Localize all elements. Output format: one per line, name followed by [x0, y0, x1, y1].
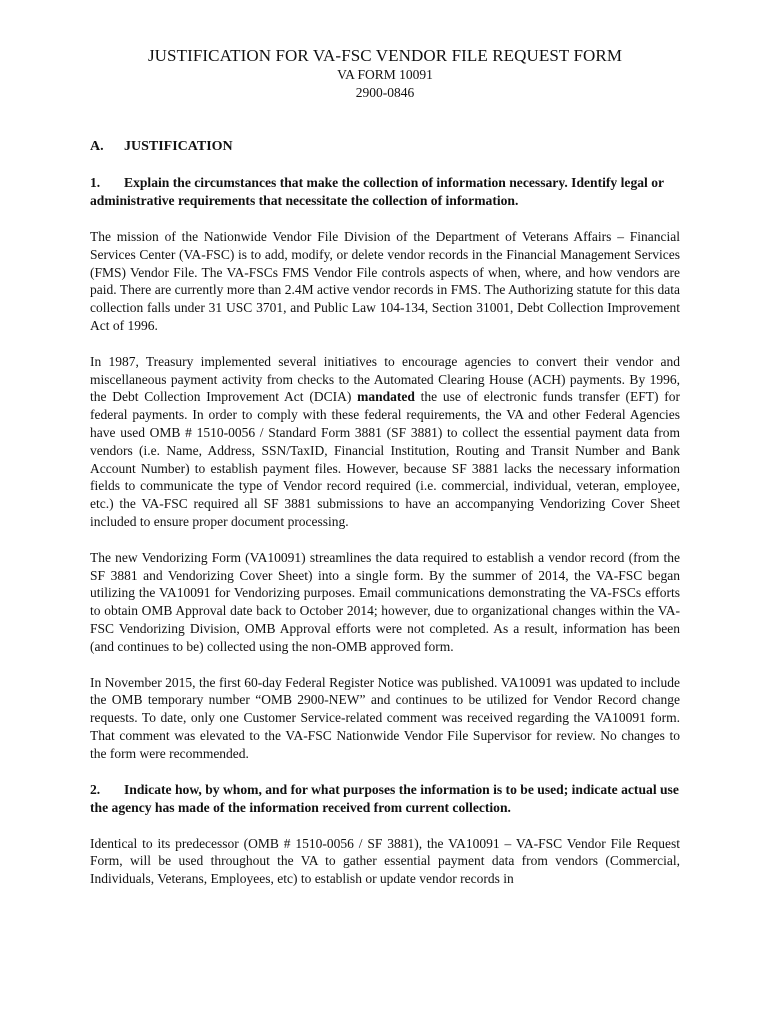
document-title: JUSTIFICATION FOR VA-FSC VENDOR FILE REQUEST FORM	[147, 46, 623, 65]
paragraph-federal-register: In November 2015, the first 60-day Federal Register Notice was published. VA10091 was updated to include the OMB temporary number “OMB 2900-NEW” and continues to be utilized for Vendor Record change requests. To date, only one Customer Service-related comment was received regarding the VA10091 form. That comment was elevated to the VA-FSC Nationwide Vendor File Supervisor for review. No changes to the form were recommended.	[90, 674, 680, 761]
question-2-text: Indicate how, by whom, and for what purposes the information is to be used; indicate actual use the agency has made of the information received from current collection.	[90, 781, 679, 815]
question-2-number: 2.	[90, 781, 101, 797]
document-page	[90, 46, 680, 906]
form-number: VA FORM 10091	[337, 67, 433, 82]
paragraph-new-form: The new Vendorizing Form (VA10091) streamlines the data required to establish a vendor record (from the SF 3881 and Vendorizing Cover Sheet) into a single form. By the summer of 2014, the VA-FSC began utilizing the VA10091 for Vendorizing purposes. Email communications demonstrating the VA-FSCs efforts to obtain OMB Approval date back to October 2014; however, due to organizational changes within the VA-FSC Vendorizing Division, OMB Approval efforts were not completed. As a result, information has been (and continues to be) collected using the non-OMB approved form.	[90, 549, 680, 654]
paragraph-usage: Identical to its predecessor (OMB # 1510-0056 / SF 3881), the VA10091 – VA-FSC Vendor File Request Form, will be used throughout the VA to gather essential payment data from vendors (Commercial, Individuals, Veterans, Employees, etc) to establish or update vendor records in	[90, 835, 680, 887]
document-header	[90, 46, 680, 102]
question-1	[90, 174, 680, 210]
question-1-text: Explain the circumstances that make the collection of information necessary. Identify legal or administrative requirements that necessitate the collection of information.	[90, 175, 664, 208]
question-2	[90, 781, 680, 817]
paragraph-treasury-part-2: the use of electronic funds transfer (EFT) for federal payments. In order to comply with these federal requirements, the VA and other Federal Agencies have used OMB # 1510-0056 / Standard Form 3881 (SF 3881) to collect the essential payment data from vendors (i.e. Name, Address, SSN/TaxID, Financial Institution, Routing and Transit Number and Bank Account Number) to establish payment files. However, because SF 3881 lacks the necessary information fields to communicate the type of Vendor record required (i.e. commercial, individual, veteran, employee, etc.) the VA-FSC required all SF 3881 submissions to have an accompanying Vendorizing Cover Sheet included to ensure proper document processing.	[90, 389, 680, 529]
section-letter: A.	[90, 139, 104, 154]
omb-number: 2900-0846	[355, 85, 415, 100]
section-title: JUSTIFICATION	[124, 139, 233, 154]
paragraph-mission: The mission of the Nationwide Vendor File Division of the Department of Veterans Affairs – Financial Services Center (VA-FSC) is to add, modify, or delete vendor records in the Financial Management Services (FMS) Vendor File. The VA-FSCs FMS Vendor File controls aspects of when, where, and how vendors are paid. There are currently more than 2.4M active vendor records in FMS. The Authorizing statute for this data collection falls under 31 USC 3701, and Public Law 104-134, Section 31001, Debt Collection Improvement Act of 1996.	[90, 229, 680, 333]
question-1-number: 1.	[90, 175, 101, 190]
section-heading	[90, 138, 680, 156]
emphasis-mandated: mandated	[357, 389, 415, 405]
paragraph-treasury-part-1: In 1987, Treasury implemented several initiatives to encourage agencies to convert their vendor and miscellaneous payment activity from checks to the Automated Clearing House (ACH) payments. By 1996, the Debt Collection Improvement Act (DCIA)	[90, 353, 680, 405]
paragraph-treasury-history	[90, 353, 680, 531]
